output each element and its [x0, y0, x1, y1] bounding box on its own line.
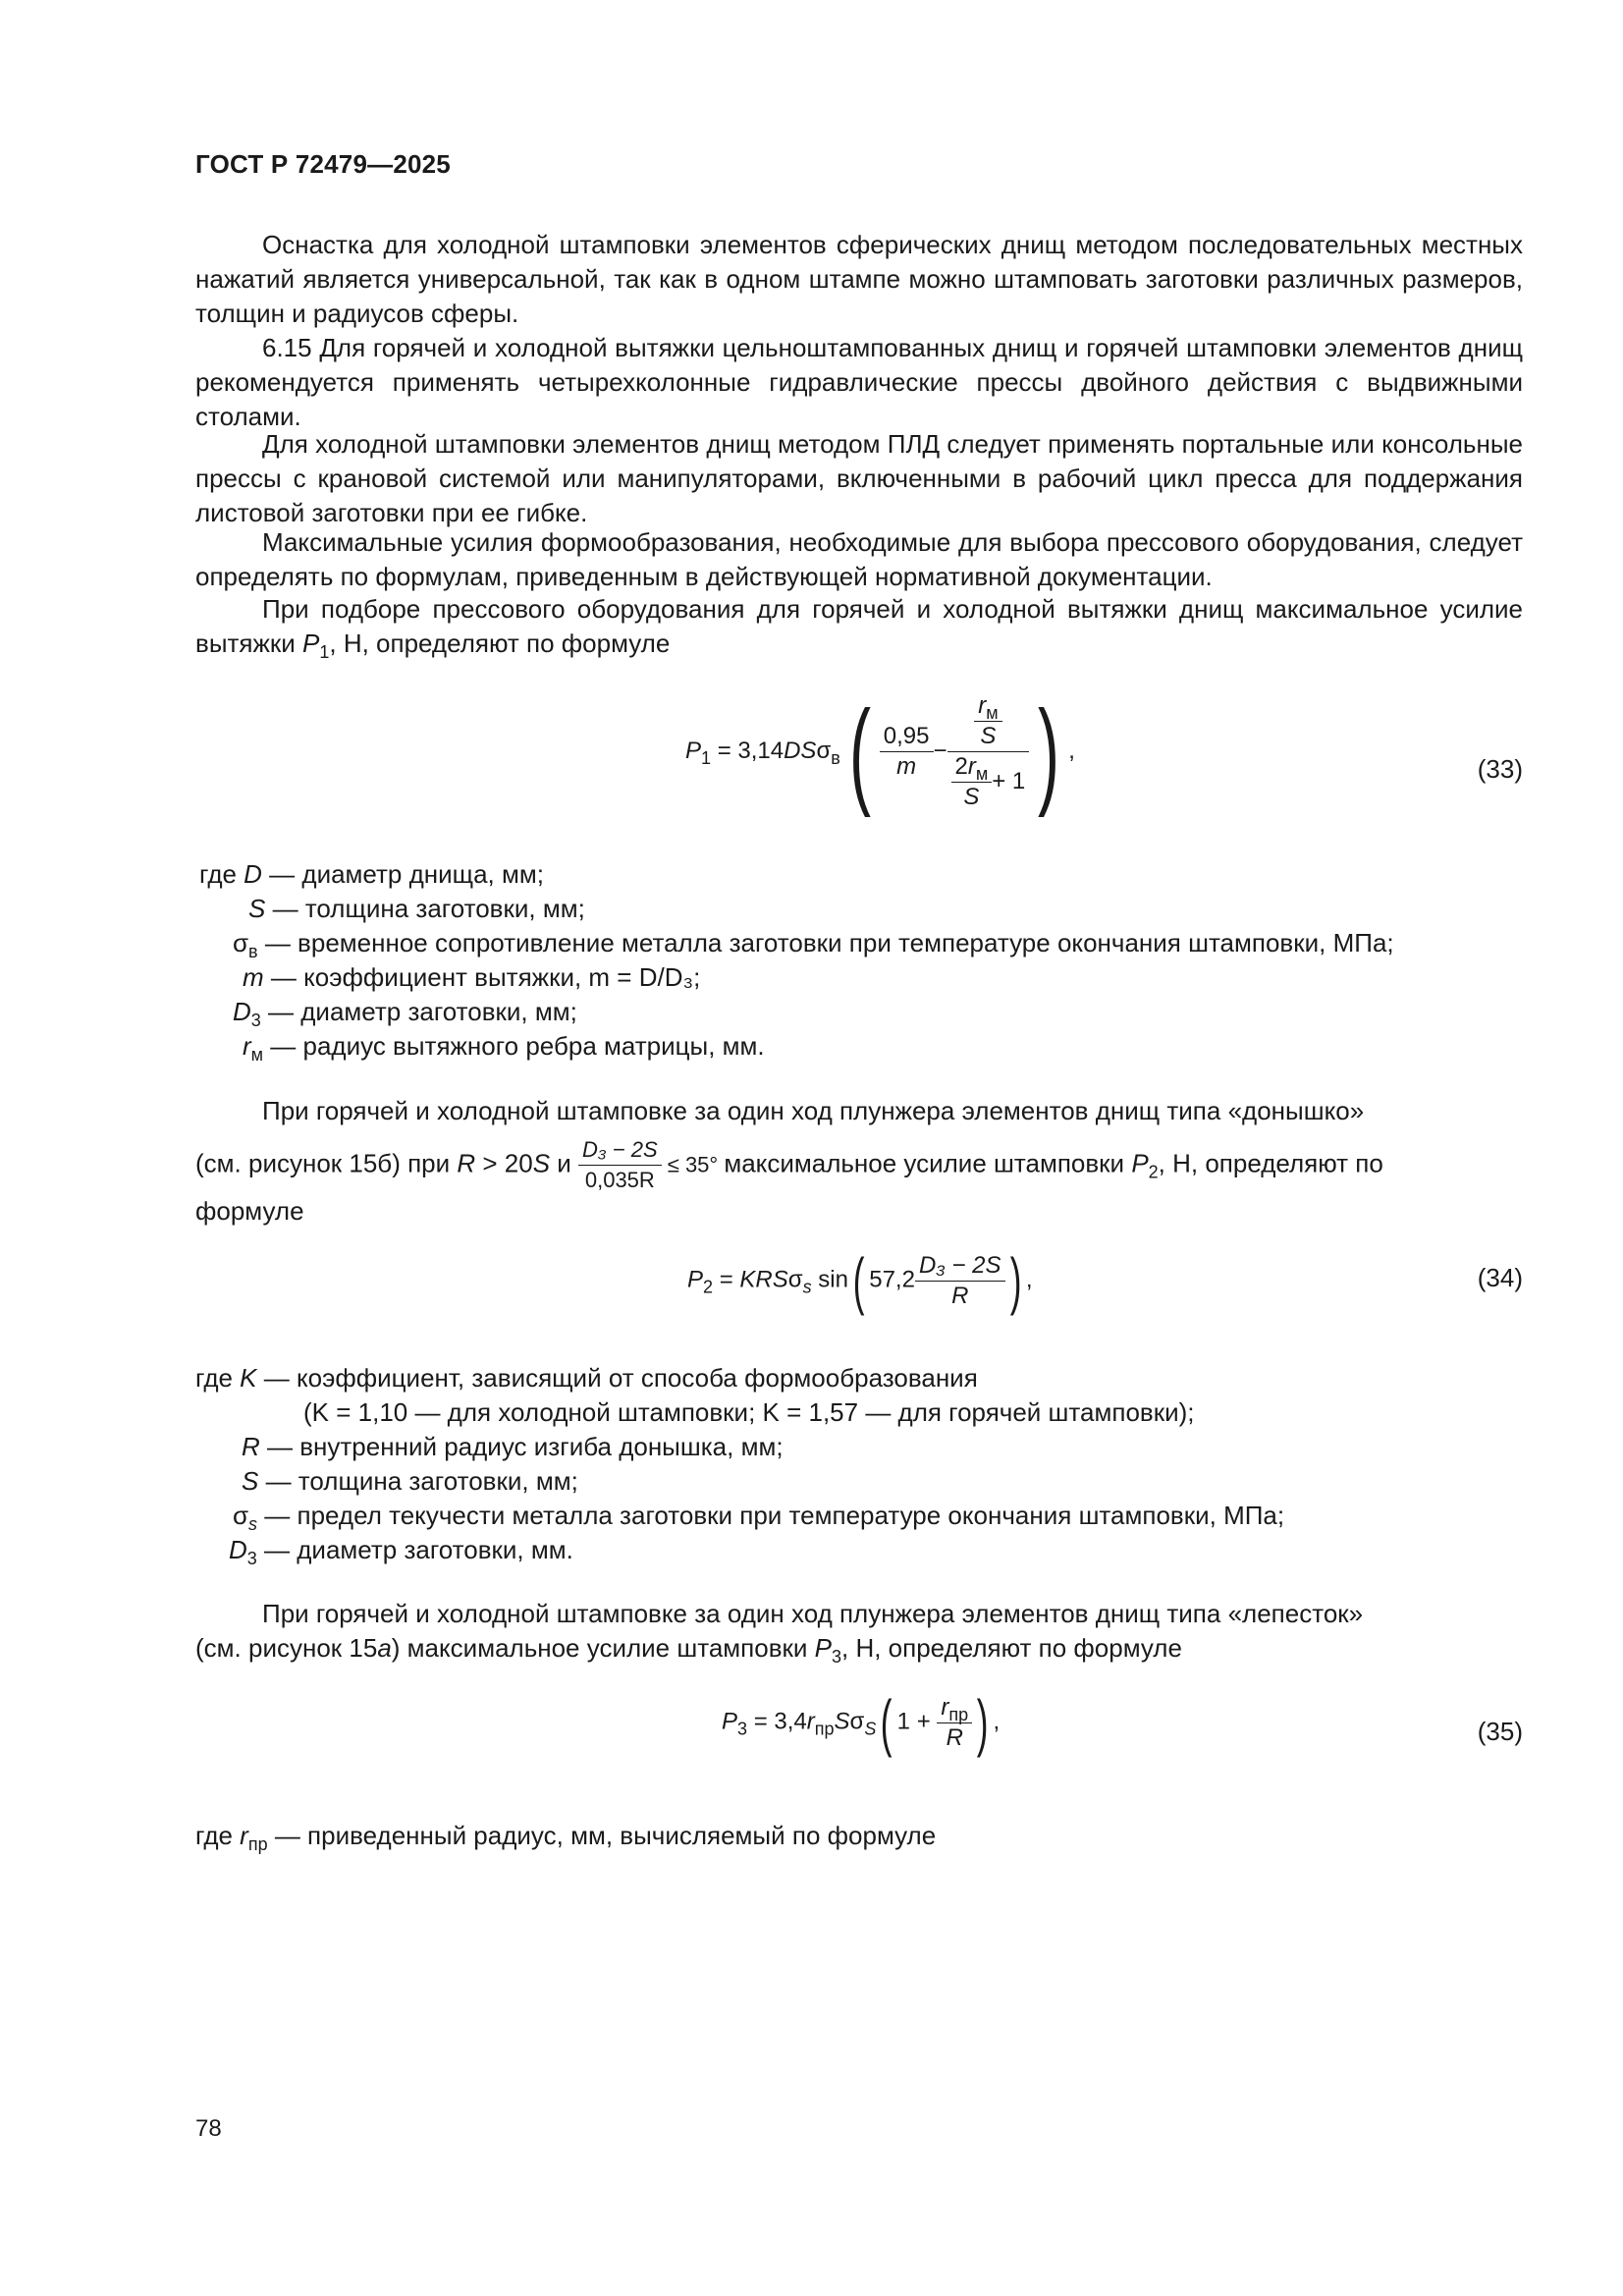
paragraph-formula-word: формуле	[195, 1196, 304, 1226]
paragraph-drawing-force: При подборе прессового оборудования для горячей и холодной вытяжки днищ максимальное усилие вытяжки $P_1$, Н, определяют по формуле	[195, 594, 1523, 662]
legend-row: $\sigma_s$ — предел текучести металла заготовки при температуре окончания штамповки, МПа;	[233, 1501, 1285, 1534]
legend-row: S — толщина заготовки, мм;	[248, 894, 585, 923]
fraction-rm-over: $\frac{r_м}{S}$ $\frac{2r_м}{S}$ + 1	[947, 691, 1030, 812]
paragraph-reduced-radius: где $r_{пр}$ — приведенный радиус, мм, вычисляемый по формуле	[195, 1821, 937, 1854]
paragraph-pld-presses: Для холодной штамповки элементов днищ методом ПЛД следует применять портальные или консольные прессы с крановой системой или манипуляторами, включенными в рабочий цикл пресса для поддержания листовой заготовки при ее гибке.	[195, 429, 1523, 527]
formula-34: $P_2 = KRS\sigma_s$ sin( 57,2 $\frac{\text{D₃ − 2S}}{R}$ ) ,	[687, 1245, 1033, 1316]
paragraph-equipment-universal: Оснастка для холодной штамповки элементов сферических днищ методом последовательных местных нажатий является универсальной, так как в одном штампе можно штамповать заготовки различных размеров, толщин и радиусов сферы.	[195, 230, 1523, 328]
legend-row: $\sigma_в$ — временное сопротивление металла заготовки при температуре окончания штамповки, МПа;	[233, 928, 1394, 961]
paragraph-lepestok-line2: (см. рисунок 15а) максимальное усилие штамповки $P_3$, Н, определяют по формуле	[195, 1633, 1182, 1667]
fraction-rpr-r: $\frac{r_{пр}}{R}$	[937, 1693, 972, 1753]
legend-formula-33	[199, 857, 1394, 1064]
legend-row: $D_3$ — диаметр заготовки, мм;	[233, 997, 577, 1030]
fraction-095-m: $\frac{0,95}{m}$	[880, 722, 934, 782]
legend-row: R — внутренний радиус изгиба донышка, мм;	[242, 1432, 784, 1461]
equation-number-34: (34)	[1477, 1263, 1523, 1292]
legend-formula-34	[195, 1361, 1284, 1567]
formula-33: $P_1 = 3,14DS\sigma_в$( $\frac{0,95}{m}$ − $\frac{r_м}{S}$ $\frac{2r_м}{S}$ + 1 ) ,	[685, 685, 1075, 818]
legend-row: где D — диаметр днища, мм;	[199, 859, 544, 889]
page-number: 78	[195, 2115, 222, 2142]
equation-number-35: (35)	[1477, 1717, 1523, 1746]
legend-row: m — коэффициент вытяжки, m = D/D₃;	[243, 962, 701, 992]
paragraph-donyshko: При горячей и холодной штамповке за один ход плунжера элементов днищ типа «донышко»	[262, 1096, 1365, 1125]
equation-number-33: (33)	[1477, 754, 1523, 784]
legend-row: $D_3$ — диаметр заготовки, мм.	[229, 1535, 573, 1568]
legend-row: где K — коэффициент, зависящий от способа формообразования	[195, 1363, 978, 1393]
legend-row: $r_м$ — радиус вытяжного ребра матрицы, мм.	[243, 1031, 765, 1065]
fraction-condition: $\frac{\text{D₃ − 2S}}{0,035R}$	[578, 1135, 662, 1195]
legend-row: S — толщина заготовки, мм;	[242, 1466, 578, 1496]
paragraph-lepestok: При горячей и холодной штамповке за один ход плунжера элементов днищ типа «лепесток»	[262, 1599, 1364, 1628]
paragraph-max-forces: Максимальные усилия формообразования, необходимые для выбора прессового оборудования, следует определять по формулам, приведенным в действующей нормативной документации.	[195, 527, 1523, 591]
paragraph-donyshko-condition: (см. рисунок 15б) при R > 20S и $\frac{\text{D₃ − 2S}}{0,035R}$ ≤ 35° максимальное усилие штамповки $P_2$, Н, определяют по	[195, 1135, 1523, 1195]
document-header: ГОСТ Р 72479—2025	[195, 149, 451, 179]
paragraph-6-15: 6.15 Для горячей и холодной вытяжки цельноштампованных днищ и горячей штамповки элементов днищ рекомендуется применять четырехколонные гидравлические прессы двойного действия с выдвижными столами.	[195, 333, 1523, 431]
formula-35: $P_3 = 3,4r_{пр}S\sigma_S$( 1 + $\frac{r_{пр}}{R}$ ) ,	[722, 1687, 1001, 1758]
fraction-d3-2s-r: $\frac{\text{D₃ − 2S}}{R}$	[915, 1251, 1005, 1311]
legend-row: (K = 1,10 — для холодной штамповки; K = 1,57 — для горячей штамповки);	[303, 1397, 1195, 1427]
